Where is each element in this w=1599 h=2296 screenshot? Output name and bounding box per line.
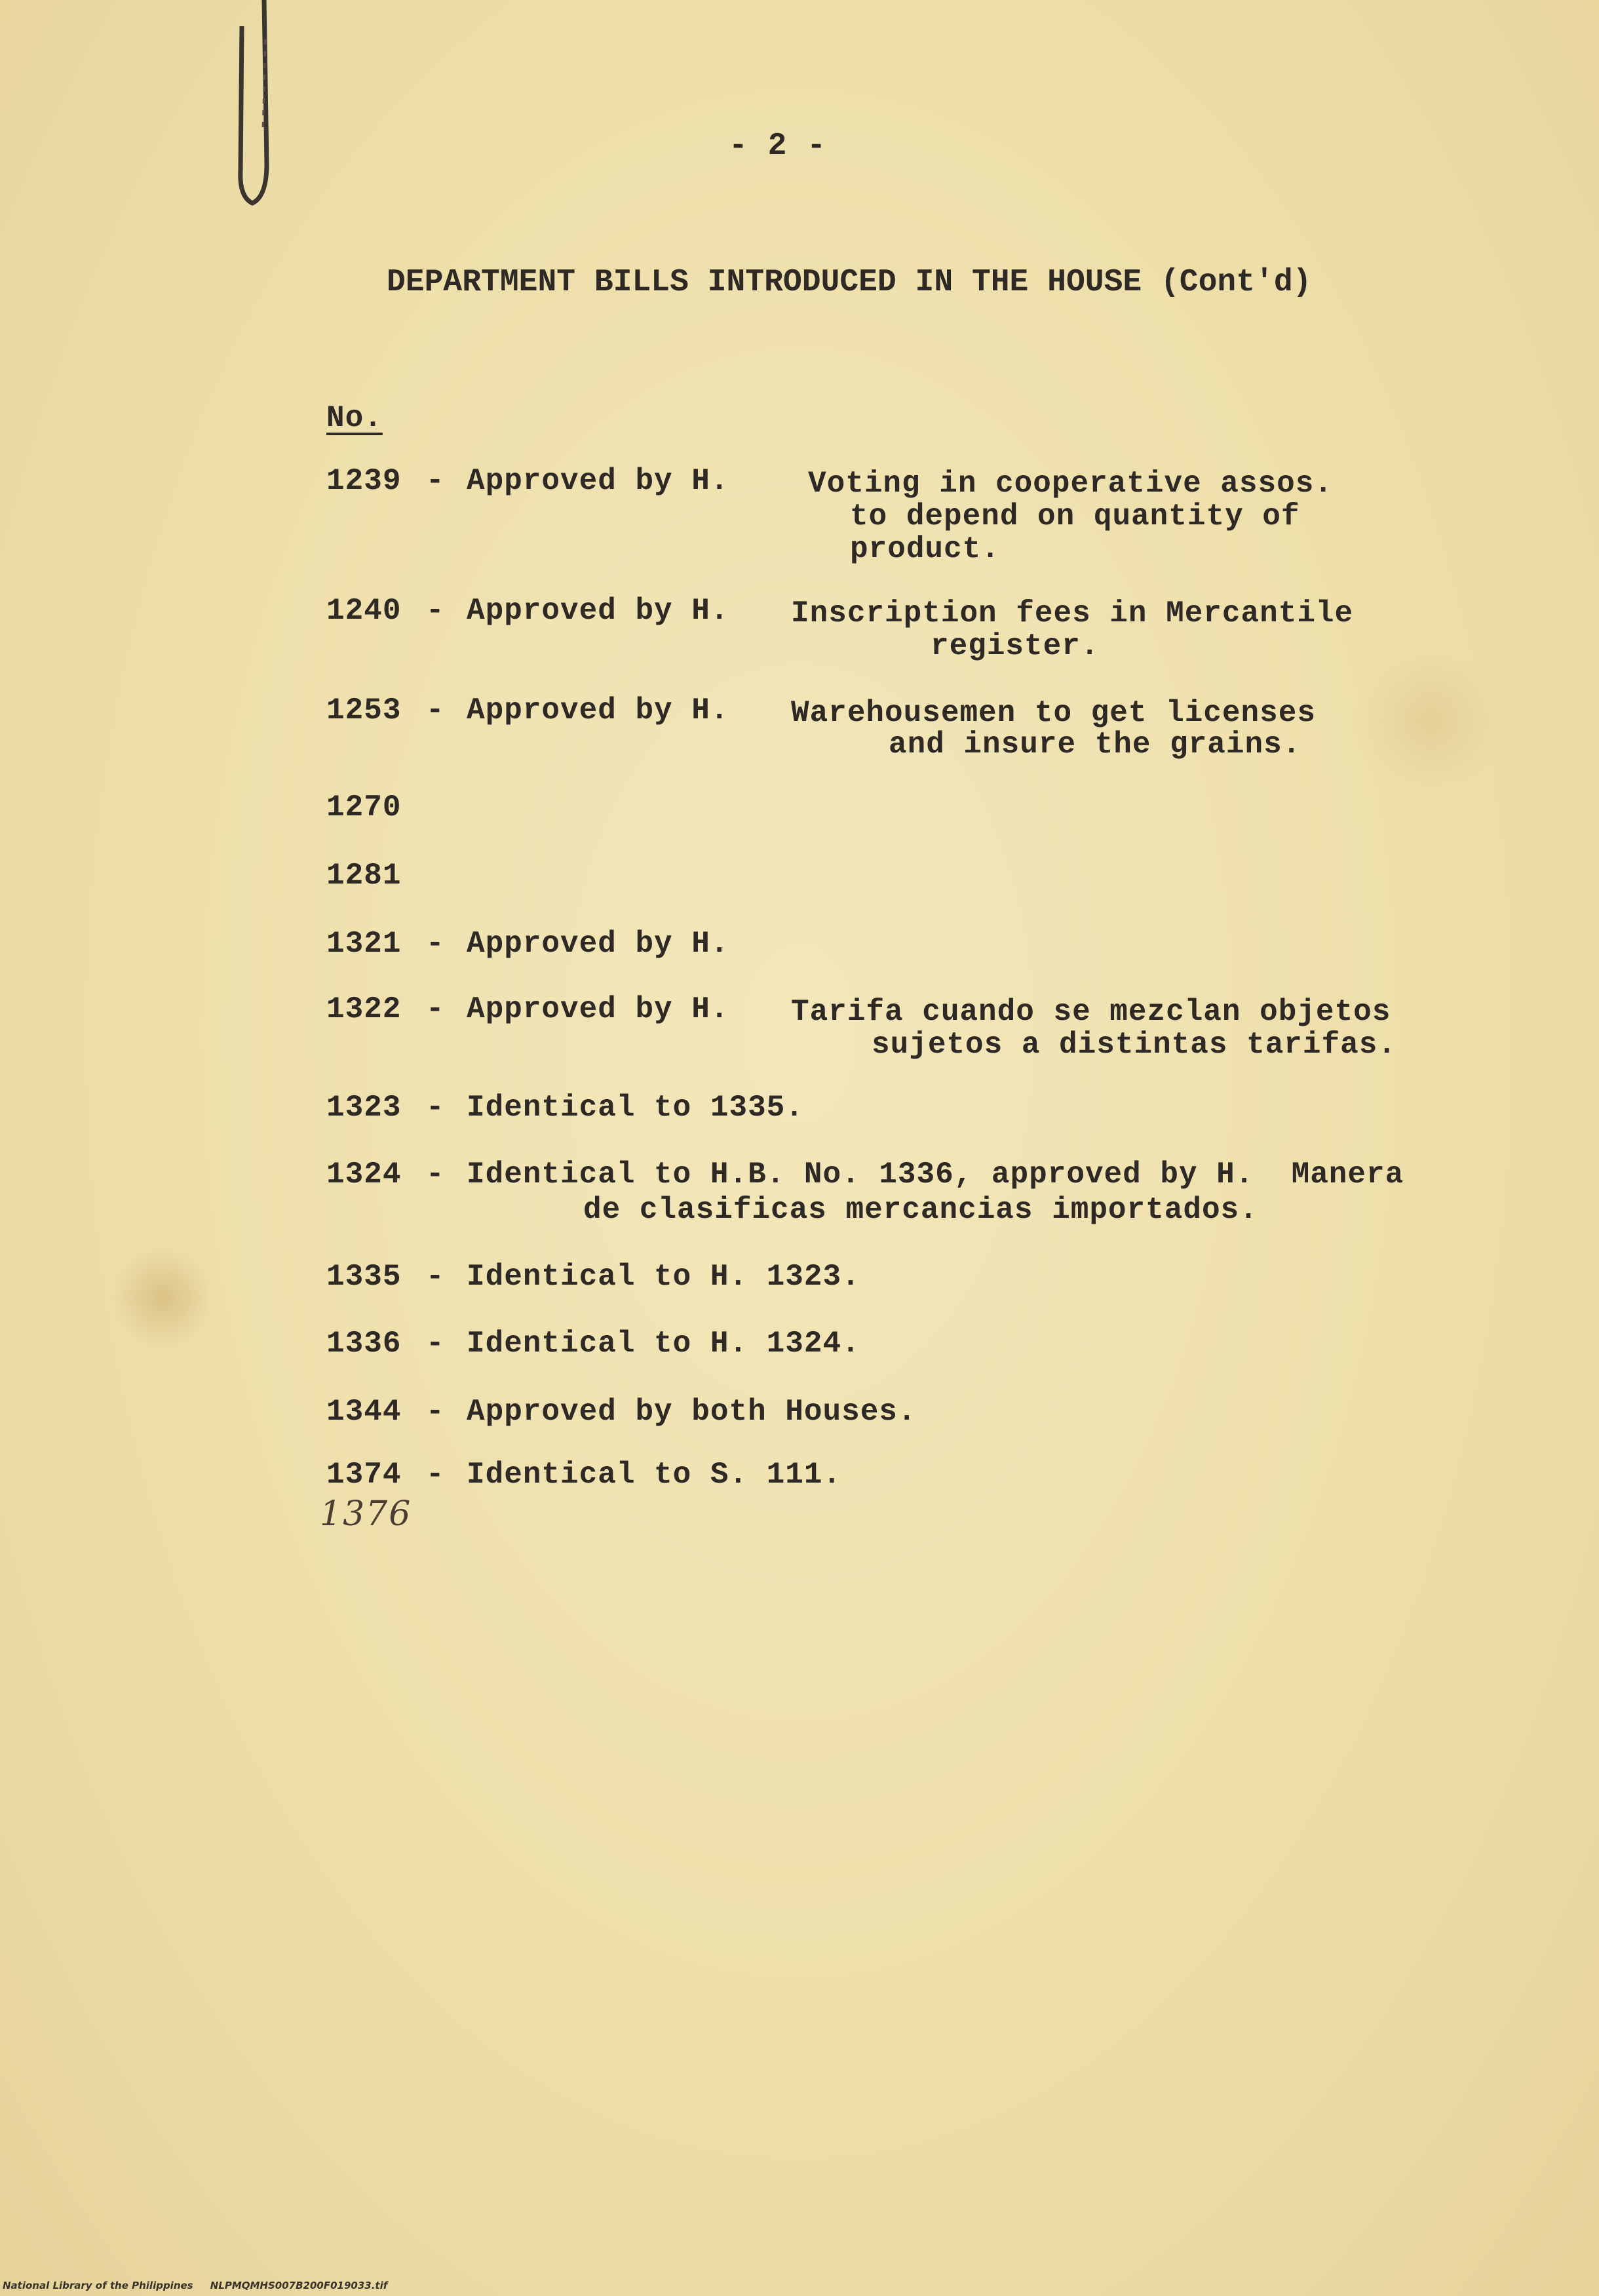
bill-description-line: Inscription fees in Mercantile xyxy=(791,596,1354,631)
bill-number: 1374 xyxy=(326,1458,402,1492)
bill-status: Approved by H. xyxy=(467,992,729,1026)
separator-dash: - xyxy=(426,1158,445,1192)
separator-dash: - xyxy=(426,1327,445,1361)
separator-dash: - xyxy=(426,1091,445,1125)
separator-dash: - xyxy=(426,992,445,1026)
paper-stain xyxy=(1343,655,1514,787)
separator-dash: - xyxy=(426,693,445,728)
bill-status: Approved by H. xyxy=(467,464,729,498)
bill-status: Approved by H. xyxy=(467,594,729,628)
separator-dash: - xyxy=(426,1260,445,1294)
bill-description-line: Warehousemen to get licenses xyxy=(791,696,1316,730)
bill-status: Identical to 1335. xyxy=(467,1091,804,1125)
bill-status: Identical to S. 111. xyxy=(467,1458,842,1492)
separator-dash: - xyxy=(426,1458,445,1492)
archive-footer: National Library of the Philippines NLPMQMHS007B200F019033.tif xyxy=(3,2280,388,2291)
bill-number: 1239 xyxy=(326,464,402,498)
page-number: - 2 - xyxy=(729,128,827,164)
bill-number: 1335 xyxy=(326,1260,402,1294)
bill-number: 1344 xyxy=(326,1395,402,1429)
bill-number: 1270 xyxy=(326,790,402,825)
bill-number: 1336 xyxy=(326,1327,402,1361)
bill-description-line: and insure the grains. xyxy=(889,728,1301,762)
bill-number: 1323 xyxy=(326,1091,402,1125)
bill-description-line: de clasificas mercancias importados. xyxy=(583,1193,1258,1227)
bill-status: Identical to H. 1323. xyxy=(467,1260,860,1294)
bill-number: 1322 xyxy=(326,992,402,1026)
bill-number: 1240 xyxy=(326,594,402,628)
bill-number: 1324 xyxy=(326,1158,402,1192)
separator-dash: - xyxy=(426,464,445,498)
bill-description-line: Tarifa cuando se mezclan objetos xyxy=(791,995,1391,1029)
bill-description-line: to depend on quantity of xyxy=(850,499,1300,534)
bill-status: Approved by H. xyxy=(467,927,729,961)
page-title: DEPARTMENT BILLS INTRODUCED IN THE HOUSE (Cont'd) xyxy=(387,265,1312,300)
paper-stain xyxy=(111,1245,216,1350)
bill-description-line: Voting in cooperative assos. xyxy=(808,467,1333,501)
bill-description-line: sujetos a distintas tarifas. xyxy=(872,1028,1397,1062)
bill-description-line: register. xyxy=(931,629,1100,663)
bill-description-line: product. xyxy=(850,532,1000,566)
bill-number: 1281 xyxy=(326,859,402,893)
paper-clip-mark xyxy=(226,0,279,236)
separator-dash: - xyxy=(426,927,445,961)
bill-status: Approved by H. xyxy=(467,693,729,728)
bill-number: 1321 xyxy=(326,927,402,961)
bill-status: Approved by both Houses. xyxy=(467,1395,917,1429)
bill-number: 1253 xyxy=(326,693,402,728)
separator-dash: - xyxy=(426,1395,445,1429)
separator-dash: - xyxy=(426,594,445,628)
bill-status: Identical to H. 1324. xyxy=(467,1327,860,1361)
handwritten-note: 1376 xyxy=(320,1494,412,1534)
column-header-number: No. xyxy=(326,401,383,435)
bill-status: Identical to H.B. No. 1336, approved by H. Manera xyxy=(467,1158,1404,1192)
